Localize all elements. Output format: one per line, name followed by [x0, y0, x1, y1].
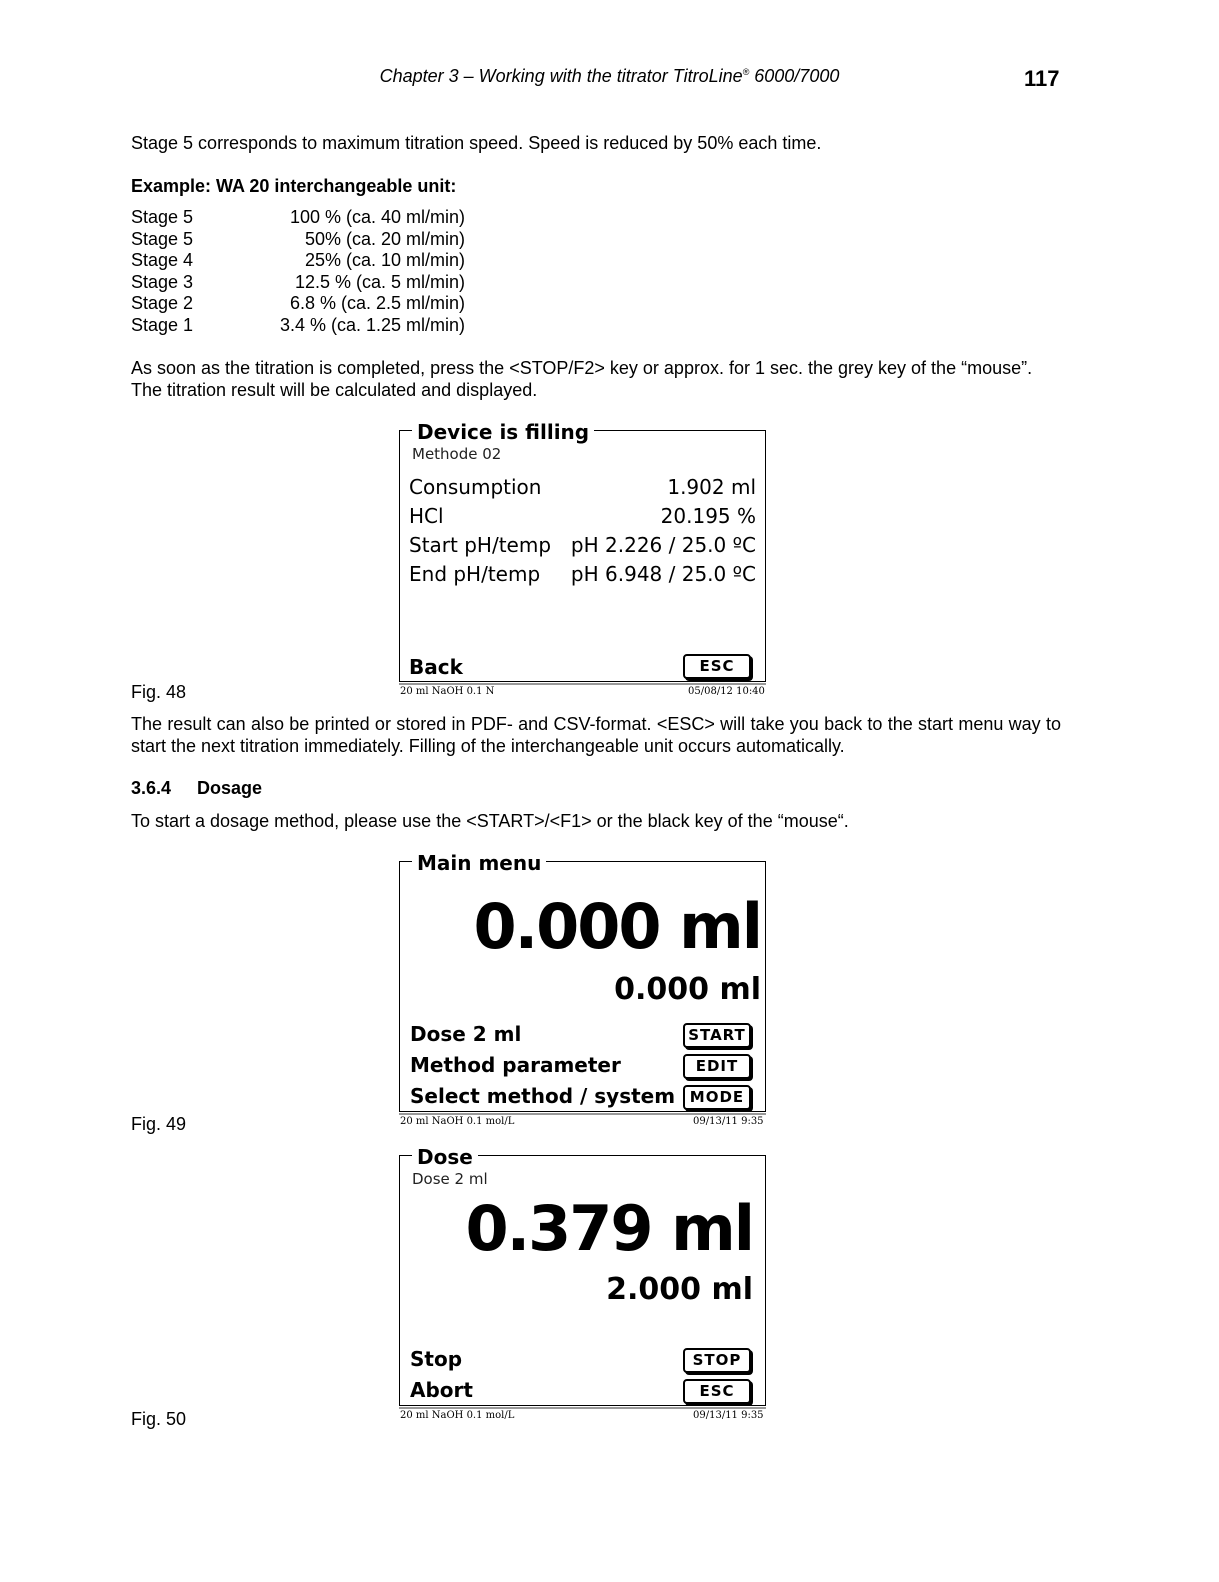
- stage-row: [131, 293, 471, 315]
- stage-name: Stage 5: [131, 207, 194, 227]
- stage-row: [131, 229, 471, 251]
- stop-button[interactable]: STOP: [683, 1348, 751, 1373]
- status-datetime: 05/08/12 10:40: [688, 686, 765, 697]
- action-label: Abort: [410, 1378, 473, 1402]
- stage-name: Stage 2: [131, 293, 194, 314]
- status-divider: [399, 1113, 766, 1115]
- paragraph-line: The titration result will be calculated and displayed.: [131, 380, 538, 400]
- action-label: Select method / system: [410, 1084, 676, 1108]
- stage-name: Stage 4: [131, 250, 194, 271]
- stage-value: 100 % (ca. 40 ml/min): [289, 207, 465, 227]
- figure-caption: Fig. 50: [131, 1409, 187, 1429]
- screen-subtitle: Methode 02: [412, 445, 502, 463]
- start-button[interactable]: START: [683, 1023, 751, 1048]
- result-value: 1.902 ml: [667, 475, 756, 499]
- action-label: Stop: [410, 1347, 463, 1371]
- device-screen-result: [399, 420, 766, 682]
- stage-value: 12.5 % (ca. 5 ml/min): [294, 271, 465, 292]
- screen-title: Device is filling: [412, 421, 594, 443]
- mode-button[interactable]: MODE: [683, 1085, 751, 1110]
- status-reagent: 20 ml NaOH 0.1 mol/L: [400, 1116, 515, 1127]
- status-datetime: 09/13/11 9:35: [693, 1116, 764, 1127]
- status-reagent: 20 ml NaOH 0.1 mol/L: [400, 1410, 515, 1421]
- stage-name: Stage 3: [131, 271, 194, 292]
- stage-value: 25% (ca. 10 ml/min): [304, 250, 465, 271]
- status-divider: [399, 683, 766, 685]
- stage-value: 50% (ca. 20 ml/min): [304, 228, 465, 249]
- screen-title: Dose: [412, 1146, 478, 1168]
- esc-button[interactable]: ESC: [683, 1379, 751, 1404]
- chapter-title: Chapter 3 – Working with the titrator TitroLine: [379, 66, 743, 86]
- stage-name: Stage 5: [131, 228, 194, 249]
- esc-button[interactable]: ESC: [683, 654, 751, 679]
- figure-caption: Fig. 49: [131, 1114, 187, 1134]
- status-divider: [399, 1407, 766, 1409]
- registered-mark: ®: [742, 67, 750, 77]
- chapter-title-suffix: 6000/7000: [749, 66, 840, 86]
- figure-caption: Fig. 48: [131, 682, 187, 702]
- edit-button[interactable]: EDIT: [683, 1054, 751, 1079]
- paragraph-result: The result can also be printed or stored in PDF- and CSV-format. <ESC> will take you back to the start menu way to start the next titration immediately. Filling of the interchangeable unit occurs automatically.: [131, 714, 1061, 756]
- target-volume: 2.000 ml: [606, 1272, 753, 1307]
- screen-title: Main menu: [412, 852, 546, 874]
- stage-name: Stage 1: [131, 314, 194, 335]
- page-number: 117: [1024, 66, 1060, 91]
- result-label: Consumption: [409, 475, 542, 499]
- status-reagent: 20 ml NaOH 0.1 N: [400, 686, 495, 697]
- paragraph-stage-speed: Stage 5 corresponds to maximum titration speed. Speed is reduced by 50% each time.: [131, 133, 822, 153]
- stage-value: 3.4 % (ca. 1.25 ml/min): [279, 314, 465, 335]
- stage-value: 6.8 % (ca. 2.5 ml/min): [289, 293, 465, 314]
- stage-row: [131, 250, 471, 272]
- result-label: End pH/temp: [409, 562, 541, 586]
- stage-row: [131, 315, 471, 337]
- action-label: Method parameter: [410, 1053, 621, 1077]
- paragraph-line: As soon as the titration is completed, press the <STOP/F2> key or approx. for 1 sec. the grey key of the “mouse”.: [131, 358, 1033, 378]
- result-value: 20.195 %: [660, 504, 756, 528]
- back-label: Back: [409, 655, 463, 679]
- action-label: Dose 2 ml: [410, 1022, 522, 1046]
- stage-row: [131, 207, 471, 229]
- screen-subtitle: Dose 2 ml: [412, 1170, 488, 1188]
- paragraph-dosage: To start a dosage method, please use the <START>/<F1> or the black key of the “mouse“.: [131, 811, 849, 831]
- result-value: pH 2.226 / 25.0 ºC: [570, 533, 756, 557]
- result-label: Start pH/temp: [409, 533, 552, 557]
- result-value: pH 6.948 / 25.0 ºC: [570, 562, 756, 586]
- status-datetime: 09/13/11 9:35: [693, 1410, 764, 1421]
- stage-row: [131, 272, 471, 294]
- result-label: HCl: [409, 504, 444, 528]
- paragraph-completed: [131, 357, 1061, 401]
- device-screen-main-menu: [399, 851, 766, 1112]
- dosed-volume-large: 0.000 ml: [473, 890, 761, 963]
- example-heading: Example: WA 20 interchangeable unit:: [131, 176, 457, 196]
- dosed-volume-small: 0.000 ml: [614, 972, 761, 1007]
- device-screen-dose: [399, 1145, 766, 1406]
- section-number: 3.6.4: [131, 778, 172, 798]
- section-title: Dosage: [197, 778, 263, 798]
- stage-table: [131, 207, 471, 337]
- dosed-volume-large: 0.379 ml: [465, 1192, 753, 1265]
